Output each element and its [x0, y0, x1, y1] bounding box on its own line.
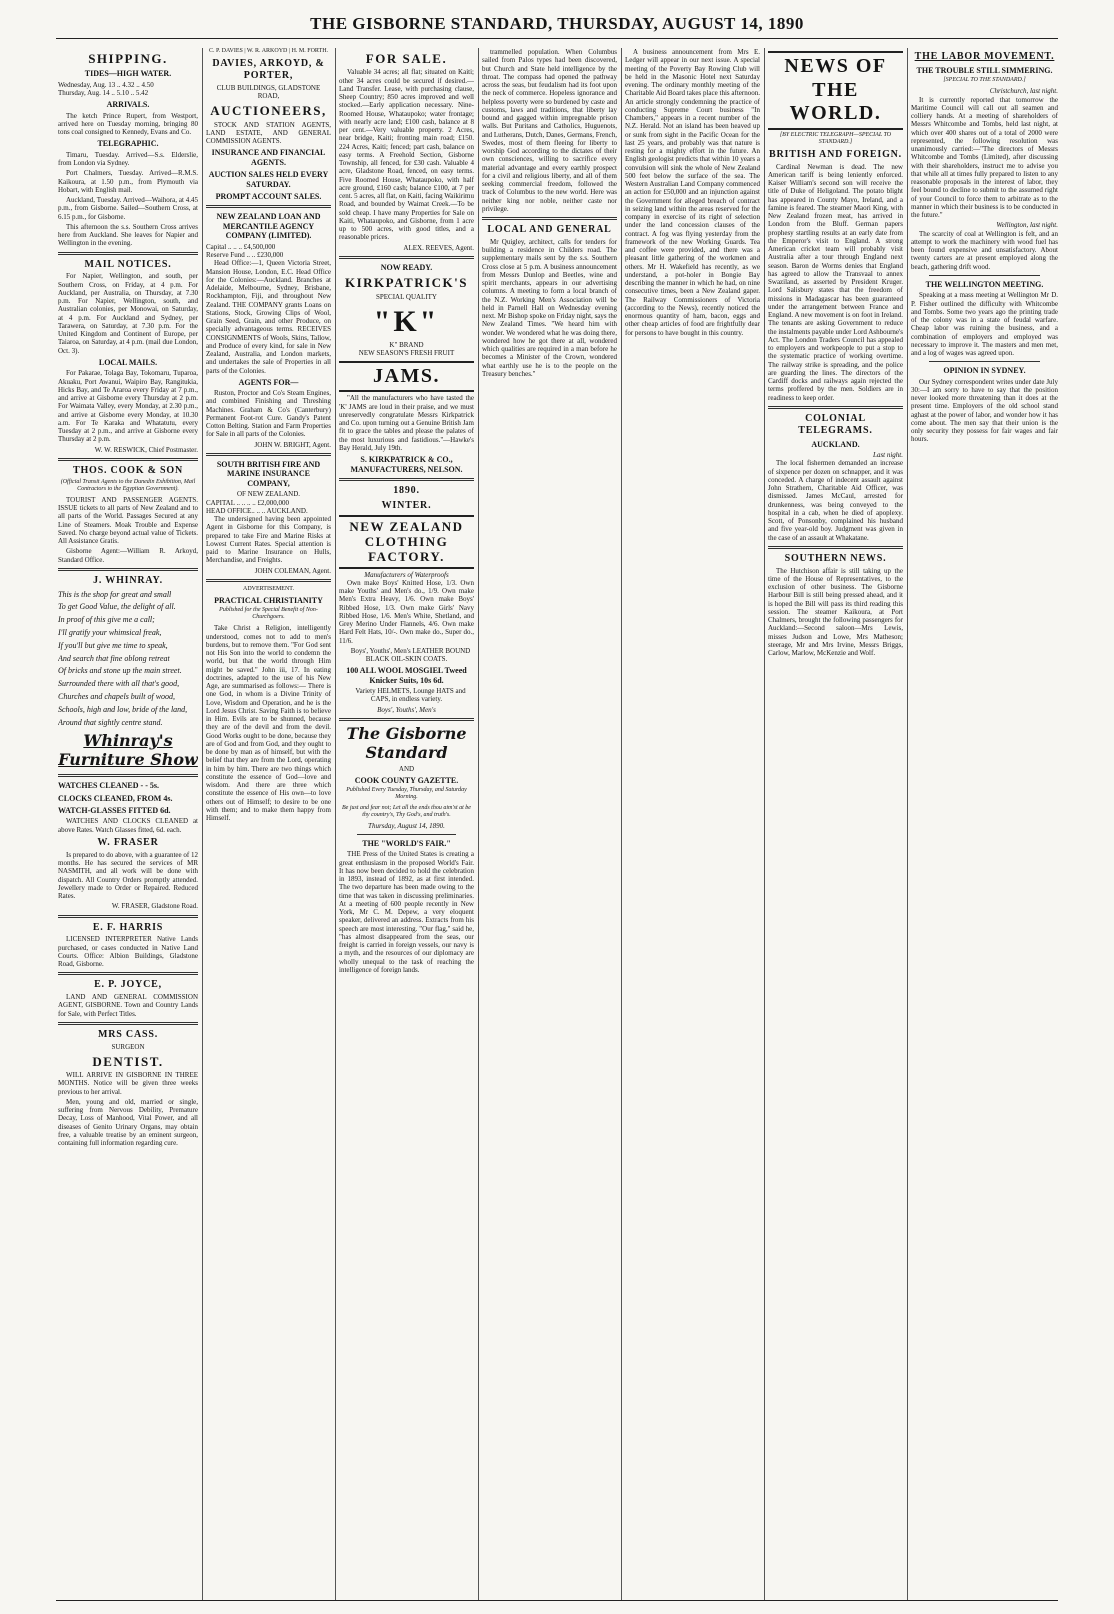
column-local-news — [625, 48, 760, 1598]
cook-heading: THOS. COOK & SON — [72, 464, 184, 476]
new-season-line: NEW SEASON'S FRESH FRUIT — [358, 349, 455, 358]
jams-heading: JAMS. — [339, 361, 474, 393]
k-brand-line: K" BRAND — [389, 341, 424, 350]
watches-line: WATCHES CLEANED - - 5s. — [58, 781, 159, 791]
agents-for-text: Ruston, Proctor and Co's Steam Engines, and combined Finishing and Threshing Machines. Graham & Co's (Canterbury) Permanent Foot-rot Cure. Gandy's Patent Cotton Belting. Station and Farm Properties for Sale in all parts of the Colonies. — [206, 389, 331, 439]
divider — [357, 834, 456, 835]
arrivals-heading: ARRIVALS. — [106, 100, 150, 110]
whinray-poem — [58, 589, 198, 730]
sbf-head-row: HEAD OFFICE.. .. .. AUCKLAND. — [206, 506, 308, 515]
sbf-capital-row: CAPITAL .. .. .. .. £2,000,000 — [206, 498, 289, 507]
divider — [206, 453, 331, 456]
opinion-sydney-heading: OPINION IN SYDNEY. — [943, 366, 1026, 376]
masthead-rule — [56, 38, 1058, 39]
paper-subtitle: COOK COUNTY GAZETTE. — [354, 775, 459, 785]
telegraphic-text: Port Chalmers, Tuesday. Arrived—R.M.S. Kaikoura, at 1.50 p.m., from Plymouth via Hobart, with English mail. — [58, 169, 198, 194]
waterproofs-label: Manufacturers of Waterproofs — [364, 570, 449, 579]
poem-line: Churches and chapels built of wood, — [58, 692, 176, 701]
divider — [482, 217, 617, 220]
labor-special: [SPECIAL TO THE STANDARD.] — [943, 77, 1026, 84]
paper-publication-days: Published Every Tuesday, Thursday, and Saturday Morning. — [346, 787, 467, 801]
british-foreign-heading: BRITISH AND FOREIGN. — [769, 148, 902, 160]
page-masthead: THE GISBORNE STANDARD, THURSDAY, AUGUST 14, 1890 — [310, 14, 804, 33]
wellington-date: Wellington, last night. — [996, 221, 1058, 230]
agents-for-heading: AGENTS FOR— — [238, 377, 299, 387]
practical-christianity-heading: PRACTICAL CHRISTIANITY — [214, 595, 323, 605]
divider — [58, 568, 198, 571]
forsale-text: Valuable 34 acres; all flat; situated on Kaiti; other 34 acres could be secured if desired.—Land Transfer. Lease, with purchasing clause, Sheep Country; 850 acres improved and well stocked.—Early application necessary. Nine-Roomed House, Whataupoko; water frontage; with nearly acre land; £100 cash, balance at 8 per cent.—Very valuable property. 2 Acres, near bridge, Kaiti; fronting main road; £150. 224 Acres, Kaiti; fenced; part cash, balance on easy terms. A Freehold Section, Gisborne Township, all fenced, for £30 cash. Valuable 4 acre, Gladstone Road, fenced, on easy terms. Five Roomed House, Whataupoko, with half acre ground, £160 cash; balance £100, at 7 per cent. 5 acres, all flat, on Kaiti, facing Waikirimu Road, and bounded by Waimat Creek.—To be sold cheap. I have many Properties for Sale on Kaiti, Whataupoko, and Gisborne, from 1 acre up to 500 acres, with good titles, and a reasonable prices. — [339, 68, 474, 242]
auckland-text: The local fishermen demanded an increase of sixpence per dozen on schnapper, and it was conceded. A charge of indecent assault against John Strathern, Charitable Aid Officer, was dismissed. James McCaul, arrested for drunkenness, was being conveyed to the hospital in a cab, when he died of apoplexy. Scott, of Ponsonby, complained his husband and five year-old boy. Judgment was given in the case of an assault at Whakatane. — [768, 459, 903, 542]
colonial-telegrams-heading: COLONIAL TELEGRAMS. — [798, 412, 873, 436]
divider — [58, 915, 198, 918]
firm-partners: C. P. DAVIES | W. R. ARKOYD | H. M. FORTH. — [208, 48, 329, 54]
poem-line: I'll gratify your whimsical freak, — [58, 628, 162, 638]
poem-line: To get Good Value, the delight of all. — [58, 602, 176, 612]
divider — [58, 972, 198, 975]
poem-line: In proof of this give me a call; — [58, 615, 155, 625]
furniture-heading: Whinray's Furniture Show — [58, 731, 198, 770]
south-british-heading: SOUTH BRITISH FIRE AND MARINE INSURANCE COMPANY, — [216, 459, 321, 488]
column-editorial — [482, 48, 617, 1598]
paper-motto: Be just and fear not; Let all the ends thou aim'st at be thy country's, Thy God's, and truth's. — [342, 804, 471, 818]
harris-text: LICENSED INTERPRETER Native Lands purchased, or cases conducted in Native Land Courts. Office: Albion Buildings, Gladstone Road, Gisborne. — [58, 935, 198, 969]
advertisement-label: ADVERTISEMENT. — [242, 585, 295, 592]
poem-line: Of bricks and stone up the main street. — [58, 666, 182, 676]
glasses-line: WATCH-GLASSES FITTED 6d. — [58, 806, 171, 816]
auction-days-line: AUCTION SALES HELD EVERY SATURDAY. — [208, 170, 329, 189]
southern-news-text: The Hutchison affair is still taking up the time of the House of Representatives, to the exclusion of other business. The Gisborne Harbour Bill is still being pressed ahead, and it is hoped the Bill will pass its third reading this session. The steamer Kaikoura, at Port Chalmers, brought the following passengers for Auckland:—Second saloon—Mrs Lewis, misses Judson and Lowe, Mrs Matheson; steerage, Mr and Mrs Irvine, Messrs Briggs, Carlow, Marlow, McKenzie and Wolf. — [768, 566, 903, 658]
prompt-line: PROMPT ACCOUNT SALES. — [215, 192, 322, 201]
local-general-text: Mr Quigley, architect, calls for tenders for building a residence in Childers road. The supplementary mails sent by the s.s. Southern Cross close at 5 p.m. A business announcement from Messrs Dunlop and Beetles, wine and spirit merchants, appears in our advertising columns. A meeting to form a local branch of the N.Z. Working Men's Association will be held in Parnell Hall on Wednesday evening next. Mr Bishop spoke on Friday night, says the New Zealand Times. "We heard him with wonder. We wondered what he was doing there, wondered how he got there at all, wondered which qualities are required in a man before he becomes a Minister of the Crown, wondered what earthly use he is to the people on the Treasury benches." — [482, 237, 617, 378]
cook-agent: Gisborne Agent:—William R. Arkoyd, Standard Office. — [58, 547, 198, 564]
whinray-heading: J. WHINRAY. — [93, 574, 163, 586]
column-divider — [907, 48, 908, 1600]
auctioneers-text: STOCK AND STATION AGENTS, LAND ESTATE, AND GENERAL COMMISSION AGENTS. — [206, 120, 331, 145]
oilskin-line: Boys', Youths', Men's LEATHER BOUND BLACK OIL-SKIN COATS. — [350, 646, 471, 664]
postmaster-signature: W. W. RESWICK, Chief Postmaster. — [94, 445, 198, 454]
telegraphic-text: Timaru, Tuesday. Arrived—S.s. Elderslie, from London via Sydney. — [58, 150, 198, 168]
south-british-text: The undersigned having been appointed Agent in Gisborne for this Company, is prepared to take Fire and Marine Risks at Lowest Current Rates. Special attention is paid to Marine Insurance on Hulls, Merchandise, and Freights. — [206, 515, 331, 565]
south-british-subheading: OF NEW ZEALAND. — [236, 490, 301, 499]
helmets-line: Variety HELMETS, Lounge HATS and CAPS, in endless variety. — [355, 687, 466, 704]
divider — [58, 1022, 198, 1025]
cook-text: TOURIST AND PASSENGER AGENTS. ISSUE tickets to all parts of New Zealand and to all parts of the World. Passages Secured at any Line of Steamers. Moak Trouble and Expense Saved. No charge beyond actual value of Tickets. All Assistance Gratis. — [58, 495, 198, 546]
column-shipping — [58, 48, 198, 1598]
nz-loan-text: Head Office:—1, Queen Victoria Street, Mansion House, London, E.C. Head Office for the Colonies:—Auckland. Branches at Adelaide, Melbourne, Sydney, Brisbane, Rockhampton, Fiji, and throughout New Zealand. THE COMPANY grants Loans on Stations, Stock, Growing Clips of Wool, Grain Seed, Grain, and other Produce, on specially advantageous terms. RECEIVES CONSIGNMENTS of Wools, Skins, Tallow, and Produce of every kind, for sale in New Zealand, Australia, and London markets, and undertakes the sale of Properties in all parts of the Colonies. — [206, 259, 331, 375]
southern-news-heading: SOUTHERN NEWS. — [784, 552, 887, 564]
local-news-text: A business announcement from Mrs E. Ledger will appear in our next issue. A special meeting of the Poverty Bay Rowing Club will be held in the Masonic Hotel next Saturday evening. The ordinary monthly meeting of the Charitable Aid Board takes place this afternoon. An article strongly condemning the practice of conducting Supreme Court business "In Chambers," appears in a recent number of the N.Z. Herald. Not an island has been heaved up or sunk from sight in the Pacific Ocean for the last 25 years, and probably was that nature is resting for a mighty effort in the future. An English geologist predicts that within 10 years a convulsion will sink the whole of New Zealand 500 feet below the surface of the sea. The Western Australian Land Company commenced an action for £50,000 and an injunction against the Government for alleged breach of contract in seizing land within the areas reserved for the company in exercise of its right of selection under the land concession clauses of the contract. A fog was flying yesterday from the framework of the new Working Guards. Tea and coffee were provided, and there was a pleasant little gathering of the workmen and others. Mr H. Wakefield has recently, as we understand, a pot-holer in Bongie Bay describing the manner in which he had, on nine consecutive times, been a New Zealand gaper. The Railway Commissioners of Victoria (according to the News), recently noticed the enormous quantity of ham, bacon, eggs and other cheap articles of food are frightfully dear for persons to have bought in this country. — [625, 48, 760, 337]
british-foreign-text: Cardinal Newman is dead. The new American tariff is being leniently enforced. Kaiser William's second son will receive the title of Duke of Heligoland. The potato blight has appeared in County Mayo, Ireland, and a famine is feared. The steamer Maori King, with New Zealand frozen meat, has arrived in London from the Bluff. German papers prophesy startling results at an early date from the Emperor's visit to England. A strong American cricket team will probably visit Australia after a tour through England next season. Baron de Worms denies that England has agreed to allow the Transvaal to annex Swaziland, as asserted by President Kruger. Lord Salisbury states that the freedom of missions in Madagascar has been guaranteed under the arrangement between France and England. A new movement is on foot in Ireland. The tenants are asking Government to reduce the instalments payable under Lord Ashbourne's Act. The London Traders Council has appealed to employers and workpeople to put a stop to the systematic practice of working overtime. The railway strike is spreading, and the police are guarding the lines. The directors of the Cardiff docks and railways again rejected the terms proffered by the men. Soldiers are in readiness to keep order. — [768, 162, 903, 402]
divider — [929, 361, 1040, 362]
forsale-heading: FOR SALE. — [365, 51, 448, 66]
column-agents — [206, 48, 331, 1598]
column-divider — [764, 48, 765, 1600]
divider — [206, 205, 331, 208]
labor-heading: THE LABOR MOVEMENT. — [914, 51, 1055, 62]
divider — [58, 458, 198, 461]
auctioneers-heading: AUCTIONEERS, — [210, 103, 327, 119]
kirkpatrick-heading: KIRKPATRICK'S — [344, 275, 469, 291]
labor-subheading: THE TROUBLE STILL SIMMERING. — [916, 65, 1053, 75]
divider — [929, 275, 1040, 276]
column-divider — [202, 48, 203, 1600]
column-labor — [911, 48, 1058, 1598]
divider — [768, 546, 903, 549]
divider — [58, 774, 198, 777]
steamer-note: This afternoon the s.s. Southern Cross arrives here from Auckland. She leaves for Napier and Wellington in the evening. — [58, 222, 198, 248]
reserve-row: Reserve Fund .. .. £230,000 — [206, 251, 284, 259]
firm-heading: DAVIES, ARKOYD, & PORTER, — [212, 58, 325, 81]
column-divider — [478, 48, 479, 1600]
news-of-the-world-heading: NEWS OF THE WORLD. — [768, 51, 903, 130]
cook-subheading: (Official Transit Agents to the Dunedin Exhibition, Mail Contractors to the Egyptian Government). — [60, 478, 196, 492]
divider — [206, 579, 331, 582]
cass-text: WILL ARRIVE IN GISBORNE IN THREE MONTHS. Notice will be given three weeks previous to her arrival. — [58, 1071, 198, 1096]
sbf-signature: JOHN COLEMAN, Agent. — [254, 566, 331, 575]
mail-text: For Napier, Wellington, and south, per Southern Cross, on Friday, at 4 p.m. For Auckland, per Australia, on Thursday, at 7.30 p.m. For Napier, Wellington, south, and Australian colonies, per Monowai, on Saturday, at 4 p.m. For Auckland and Sydney, per Tarawera, on Saturday, at 7.30 p.m. For the United Kingdom and Continent of Europe, per Taiaroa, on Saturday, at 4 p.m. (mail due London, Oct. 3). — [58, 272, 198, 355]
poem-line: Surrounded there with all that's good, — [58, 679, 180, 689]
nz-loan-heading: NEW ZEALAND LOAN AND MERCANTILE AGENCY COMPANY (LIMITED). — [216, 212, 321, 241]
mail-heading: MAIL NOTICES. — [84, 258, 172, 270]
auckland-heading: AUCKLAND. — [811, 439, 860, 449]
insurance-line: INSURANCE AND FINANCIAL AGENTS. — [211, 148, 326, 167]
editorial-text: trammelled population. When Columbus sailed from Palos types had been discovered, but Church and State held intelligence by the throat. The compass had opened the pathway across the seas, but feudalism had its foot upon the neck of commerce. Hopeless ignorance and helpless poverty were so burdened by caste and customs, laws and traditions, that liberty lay bound and gagged within impregnable prison walls. But Puritans and Catholics, Huguenots, and Lutherans, Dutch, Danes, Germans, French, Swedes, most of them fleeing for liberty to worship God according to the dictates of their own consciences, willing to sacrifice every material advantage and every earthly prospect for a civil and religious liberty, and all of them seeking commercial freedom, followed the track of Columbus to the new world. Here was neither king nor noble, neither caste nor privilege. — [482, 48, 617, 213]
year-heading: 1890. — [393, 484, 420, 496]
tides-row: Thursday, Aug. 14 .. 5.10 .. 5.42 — [58, 89, 149, 98]
worlds-fair-heading: THE "WORLD'S FAIR." — [362, 838, 451, 848]
practical-christianity-subheading: Published for the Special Benefit of Non-Churchgoers. — [219, 607, 318, 621]
footer-rule — [56, 1600, 1058, 1601]
poem-line: And search that fine oblong retreat — [58, 653, 170, 663]
wellington-text: The scarcity of coal at Wellington is felt, and an attempt to work the machinery with wood fuel has been found expensive and unsatisfactory. About twenty carters are at present employed along the beach, gathering drift wood. — [911, 229, 1058, 271]
practical-christianity-text: Take Christ a Religion, intelligently understood, comes not to add to men's burdens, but to remove them. "For God sent not His Son into the world to condemn the world, but that the world through Him might be saved." John iii, 17. In eating doctrines, adapted to the use of his New Age, are summarised as follows:— There is one God, in whom is a Divine Trinity of Love, Wisdom and Operation, and he is the Lord Jesus Christ. Saving Faith is to believe in Him. Evils are to be shunned, because they are of the devil and from the devil. Good Works ought to be done, because they are of God and from God, and they ought to be done by man as of himself, but with the belief that they are from the Lord, operating in him by him. There are two things which constitute the essence of God—love and wisdom. And there are three which constitute the essence of His own—to love others out of Himself; to desire to be one with them; and to make them happy from Himself. — [206, 624, 331, 823]
poem-line: Around that sightly centre stand. — [58, 717, 163, 727]
capital-row: Capital .. .. .. £4,500,000 — [206, 242, 276, 251]
tweed-line: 100 ALL WOOL MOSGIEL Tweed Knicker Suits, 10s 6d. — [346, 666, 467, 685]
divider — [339, 256, 474, 259]
watches-text: WATCHES AND CLOCKS CLEANED at above Rates. Watch Glasses fitted, 6d. each. — [58, 817, 198, 834]
cass-subheading: SURGEON — [111, 1042, 145, 1051]
worlds-fair-text: THE Press of the United States is creating a great enthusiasm in the proposed World's Fair. It has now been decided to hold the celebration in 1893, instead of 1892, as at first intended. The two departure has been made owing to the time that was taken in discussing preliminaries. At a meeting of 600 people recently in New York, Mr C. M. Depew, a very eloquent speaker, delivered an address. Extracts from his speech are most interesting. "Our flag," said he, "has almost disappeared from the seas, our freight is carried in foreign vessels, our navy is a myth, and the resources of our diplomacy are wholly unequal to the task of reaching the intelligence of foreign lands. — [339, 850, 474, 974]
column-divider — [335, 48, 336, 1600]
auckland-date: Last night. — [873, 451, 903, 460]
agent-signature: JOHN W. BRIGHT, Agent. — [254, 440, 331, 449]
winter-heading: WINTER. — [381, 499, 432, 511]
divider — [339, 478, 474, 481]
divider — [58, 252, 198, 255]
clocks-line: CLOCKS CLEANED, FROM 4s. — [58, 793, 173, 803]
joyce-heading: E. P. JOYCE, — [94, 979, 162, 991]
k-brand-large: "K" — [373, 304, 440, 338]
telegraphic-text: Auckland, Tuesday. Arrived—Waihora, at 4.45 p.m., from Gisborne. Sailed—Southern Cross, at 6.15 p.m., for Gisborne. — [58, 196, 198, 221]
local-mails-heading: LOCAL MAILS. — [98, 357, 158, 367]
opinion-sydney-text: Our Sydney correspondent writes under date July 30:—I am sorry to have to say that the position never looked more threatening than it does at the present time. Employers of the old school stand aghast at the power of labor, and wonder how it has come about. The men say that their union is the only security they possess for fair wages and fair hours. — [911, 377, 1058, 444]
column-world-news — [768, 48, 903, 1598]
column-forsale — [339, 48, 474, 1598]
fraser-signature: W. FRASER, Gladstone Road. — [111, 902, 198, 911]
shipping-heading: SHIPPING. — [88, 51, 168, 66]
kirkpatrick-signature: S. KIRKPATRICK & CO., MANUFACTURERS, NELSON. — [350, 455, 463, 474]
column-divider — [621, 48, 622, 1600]
firm-address: CLUB BUILDINGS, GLADSTONE ROAD, — [216, 83, 321, 100]
poem-line: This is the shop for great and small — [58, 589, 172, 599]
paper-date: Thursday, August 14, 1890. — [368, 821, 445, 830]
wellington-meeting-heading: THE WELLINGTON MEETING. — [925, 279, 1044, 289]
telegraphic-heading: TELEGRAPHIC. — [97, 139, 159, 149]
special-quality-line: SPECIAL QUALITY — [376, 292, 437, 301]
poem-line: If you'll but give me time to speak, — [58, 640, 168, 650]
fraser-heading: W. FRASER — [97, 836, 159, 848]
harris-heading: E. F. HARRIS — [92, 921, 164, 933]
poem-line: Schools, high and low, bride of the land, — [58, 704, 188, 714]
forsale-signature: ALEX. REEVES, Agent. — [403, 243, 474, 252]
cass-heading: MRS CASS. — [98, 1028, 158, 1040]
joyce-text: LAND AND GENERAL COMMISSION AGENT, GISBORNE. Town and Country Lands for Sale, with Perfect Titles. — [58, 993, 198, 1018]
arrivals-text: The ketch Prince Rupert, from Westport, arrived here on Tuesday morning, bringing 80 tons coal consigned to Kennedy, Evans and Co. — [58, 111, 198, 137]
cass-extra-text: Men, young and old, married or single, suffering from Nervous Debility, Premature Decay, Loss of Manhood, Vital Power, and all diseases of Genito Urinary Organs, may obtain free, a valuable treatise by an eminent surgeon, containing full information regarding cure. — [58, 1097, 198, 1148]
local-general-heading: LOCAL AND GENERAL — [487, 224, 612, 235]
labor-date: Christchurch, last night. — [989, 87, 1058, 96]
news-subheading: [BY ELECTRIC TELEGRAPH—SPECIAL TO STANDARD.] — [779, 131, 892, 145]
local-mails-text: For Pakarae, Tolaga Bay, Tokomaru, Tuparoa, Akuaku, Port Awanui, Waipiro Bay, Rangitukia, Hicks Bay, and Te Araroa every Friday at 7 p.m., and arrive at Gisborne every Thursday at 2 p.m. For Waimata Valley, every Monday, at 2.30 p.m., and arrive at Gisborne every Monday, at 10.30 a.m. For Te Karaka and Whatatutu, every Tuesday at 2 p.m., and arrive at Gisborne every Thursday at 2 p.m. — [58, 369, 198, 444]
wellington-meeting-text: Speaking at a mass meeting at Wellington Mr D. P. Fisher outlined the difficulty with Whitcombe and Tombs. Some two years ago the printing trade of the colony was in a state of feudal warfare. Cheap labor was ruining the business, and a combination of employers and employed was necessary to improve it. The masters and men met, and a log of wages was agreed upon. — [911, 291, 1058, 357]
labor-text: It is currently reported that tomorrow the Maritime Council will call out all seamen and colliery hands. At a meeting of shareholders of Messrs Whitcombe and Tombs, held last night, at which over 400 shares out of a total of 2000 were represented, the following resolution was unanimously carried:—"The directors of Messrs Whitcombe and Tombs (Limited), after discussing with their shareholders, instruct me to advise you that while all at times fully prepared to listen to any reasonable proposals in the interest of labor, they feel bound to decline to submit to the assumed right of your Council to force them to arbitrate as to the manner in which their business is to be conducted in the future." — [911, 95, 1058, 220]
clothing-factory-text: Own make Boys' Knitted Hose, 1/3. Own make Youths' and Men's do., 1/9. Own make Men's Extra Heavy, 1/6. Own make Boys' Ribbed Hose, 1/3. Own make Girls' Navy Ribbed Hose, 1/6. Men's White, Shetland, and Grey Merino Under Flannels, 4/6. Own make Hard Felt Hats, 10/-. Own make do., Super do., 11/6. — [339, 578, 474, 645]
tides-heading: TIDES—HIGH WATER. — [84, 69, 172, 79]
tides-row: Wednesday, Aug. 13 .. 4.32 .. 4.50 — [58, 80, 154, 89]
paper-and: AND — [398, 764, 415, 773]
kirkpatrick-text: "All the manufacturers who have tasted the 'K' JAMS are loud in their praise, and we must unreservedly congratulate Messrs Kirkpatrick and Co. upon turning out a Genuine British Jam fit to grace the tables and please the palates of the most luxurious and fastidious."—Hawke's Bay Herald, July 19th. — [339, 394, 474, 452]
paper-title: The Gisborne Standard — [346, 723, 467, 762]
clothing-factory-heading: NEW ZEALAND CLOTHING FACTORY. — [339, 515, 474, 569]
now-ready-heading: NOW READY. — [380, 262, 433, 272]
clothing-range-label: Boys', Youths', Men's — [377, 705, 436, 714]
divider — [768, 406, 903, 409]
divider — [339, 718, 474, 721]
dentist-heading: DENTIST. — [92, 1053, 164, 1069]
fraser-text: Is prepared to do above, with a guarantee of 12 months. He has secured the services of MR NASMITH, and all work will be done with dispatch. All Country Orders promptly attended. Jewellery made to Order or Repaired. Reduced Rates. — [58, 850, 198, 900]
